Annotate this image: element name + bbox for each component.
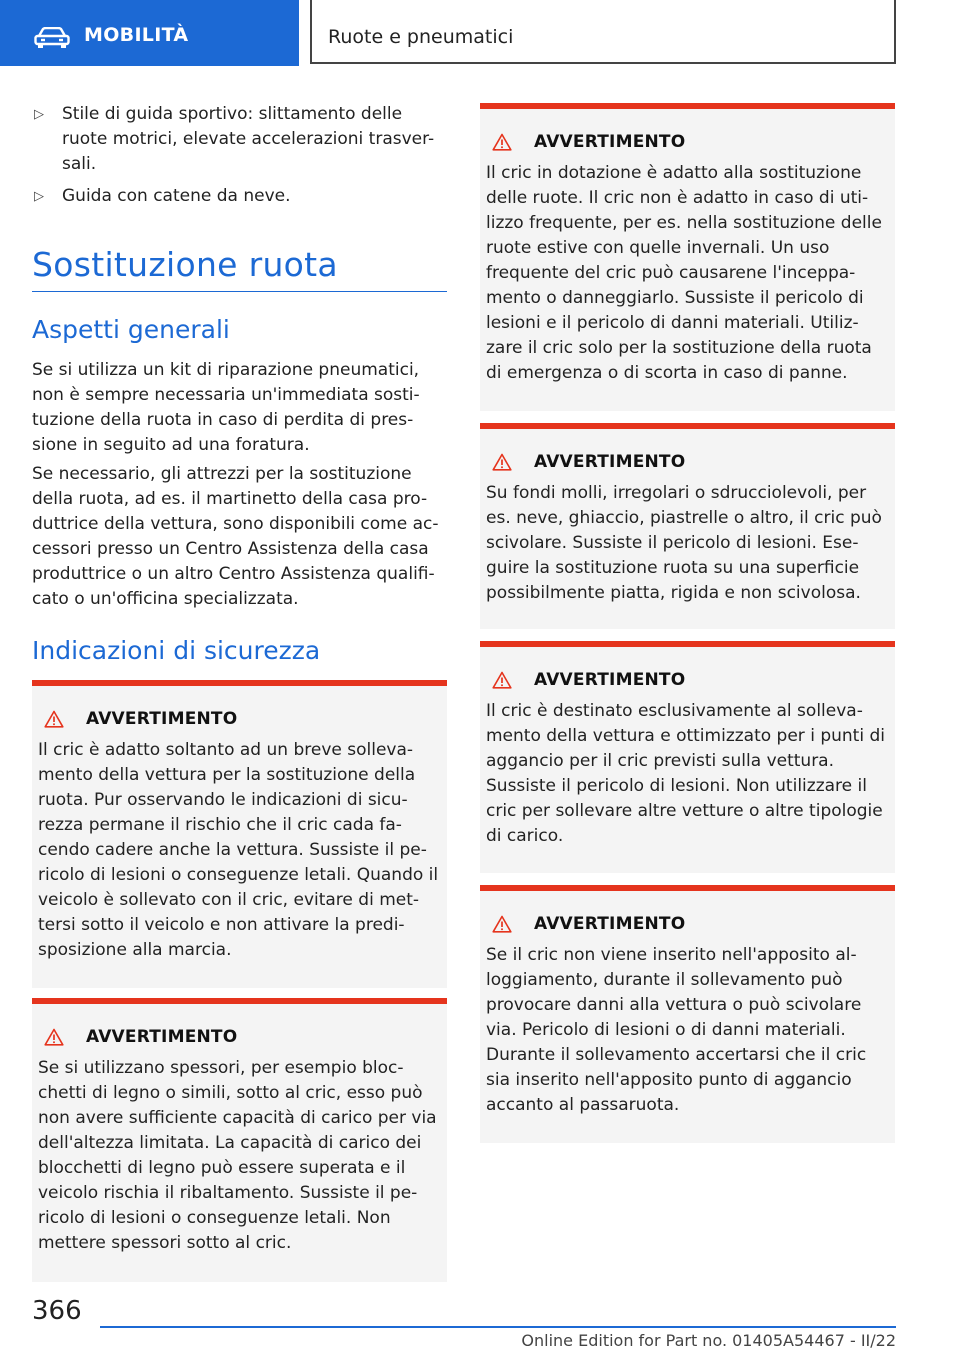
section-label: MOBILITÀ: [84, 24, 189, 46]
warning-box: [480, 103, 895, 411]
warning-box: [480, 423, 895, 629]
triangle-bullet-icon: ▷: [34, 107, 44, 122]
page-number: 366: [32, 1296, 82, 1326]
list-item-text: Stile di guida sportivo: slittamento delle ruote motrici, elevate accelerazioni trasver-sali.: [62, 104, 435, 174]
warning-text: Il cric in dotazione è adatto alla sostituzione delle ruote. Il cric non è adatto in caso di uti-lizzo frequente, per es. nella sostituzione delle ruote estive con quelle invernali. Un uso frequente del cric può causarene l'inceppa-mento o danneggiarlo. Sussiste il pericolo di lesioni e il pericolo di danni materiali. Utiliz-zare il cric solo per la sostituzione della ruota di emergenza o di scorta in caso di panne.: [486, 163, 882, 383]
section-tab[interactable]: [0, 0, 299, 66]
edition-footer: Online Edition for Part no. 01405A54467 - II/22: [521, 1331, 896, 1350]
list-item-text: Guida con catene da neve.: [62, 186, 291, 206]
warning-text: Su fondi molli, irregolari o sdrucciolevoli, per es. neve, ghiaccio, piastrelle o altro, il cric può scivolare. Sussiste il pericolo di lesioni. Ese-guire la sostituzione ruota su una superficie possibilmente piatta, rigida e non scivolosa.: [486, 483, 882, 603]
warning-triangle-icon: [492, 453, 512, 471]
warning-box: [32, 680, 447, 988]
warning-title: AVVERTIMENTO: [534, 132, 686, 152]
warning-header: [492, 913, 685, 935]
warning-header: [492, 131, 685, 153]
warning-text: Se il cric non viene inserito nell'apposito al-loggiamento, durante il sollevamento può provocare danni alla vettura o può scivolare via. Pericolo di lesioni o di danni materiali. Durante il sollevamento accertarsi che il cric sia inserito nell'apposito punto di aggancio accanto al passaruota.: [486, 945, 867, 1115]
warning-title: AVVERTIMENTO: [534, 914, 686, 934]
warning-title: AVVERTIMENTO: [86, 709, 238, 729]
breadcrumb: [310, 0, 896, 64]
warning-box: [480, 641, 895, 873]
warning-header: [44, 708, 237, 730]
warning-triangle-icon: [44, 710, 64, 728]
warning-header: [492, 451, 685, 473]
paragraph: Se si utilizza un kit di riparazione pneumatici, non è sempre necessaria un'immediata sosti-tuzione della ruota in caso di perdita di pres-sione in seguito ad una foratura.: [32, 360, 420, 455]
warning-title: AVVERTIMENTO: [534, 452, 686, 472]
warning-title: AVVERTIMENTO: [86, 1027, 238, 1047]
page-header: [0, 0, 960, 66]
footer-rule: [100, 1326, 896, 1328]
warning-text: Se si utilizzano spessori, per esempio bloc-chetti di legno o simili, sotto al cric, esso può non avere sufficiente capacità di carico per via dell'altezza limitata. La capacità di carico dei blocchetti di legno può essere superata e il veicolo rischia il ribaltamento. Sussiste il pe-ricolo di lesioni o conseguenze letali. Non mettere spessori sotto al cric.: [38, 1058, 437, 1253]
warning-header: [492, 669, 685, 691]
warning-triangle-icon: [492, 133, 512, 151]
triangle-bullet-icon: ▷: [34, 189, 44, 204]
warning-triangle-icon: [492, 915, 512, 933]
section-heading: Sostituzione ruota: [32, 245, 338, 284]
subheading-general: Aspetti generali: [32, 315, 230, 344]
breadcrumb-title: Ruote e pneumatici: [328, 26, 514, 48]
warning-triangle-icon: [492, 671, 512, 689]
subheading-safety: Indicazioni di sicurezza: [32, 636, 321, 665]
heading-rule: [32, 291, 447, 292]
warning-text: Il cric è destinato esclusivamente al solleva-mento della vettura e ottimizzato per i punti di aggancio per il cric previsti sulla vettura. Sussiste il pericolo di lesioni. Non utilizzare il cric per sollevare altre vetture o altre tipologie di carico.: [486, 701, 885, 846]
warning-header: [44, 1026, 237, 1048]
paragraph: Se necessario, gli attrezzi per la sostituzione della ruota, ad es. il martinetto della casa pro-duttrice della vettura, sono disponibili come ac-cessori presso un Centro Assistenza della casa produttrice o un altro Centro Assistenza qualifi-cato o un'officina specializzata.: [32, 464, 439, 609]
car-icon: [34, 27, 70, 49]
warning-triangle-icon: [44, 1028, 64, 1046]
warning-text: Il cric è adatto soltanto ad un breve solleva-mento della vettura per la sostituzione della ruota. Pur osservando le indicazioni di sicu-rezza permane il rischio che il cric cada fa-cendo cadere anche la vettura. Sussiste il pe-ricolo di lesioni o conseguenze letali. Quando il veicolo è sollevato con il cric, evitare di met-tersi sotto il veicolo e non attivare la predi-sposizione alla marcia.: [38, 740, 439, 960]
warning-box: [32, 998, 447, 1282]
warning-box: [480, 885, 895, 1143]
warning-title: AVVERTIMENTO: [534, 670, 686, 690]
